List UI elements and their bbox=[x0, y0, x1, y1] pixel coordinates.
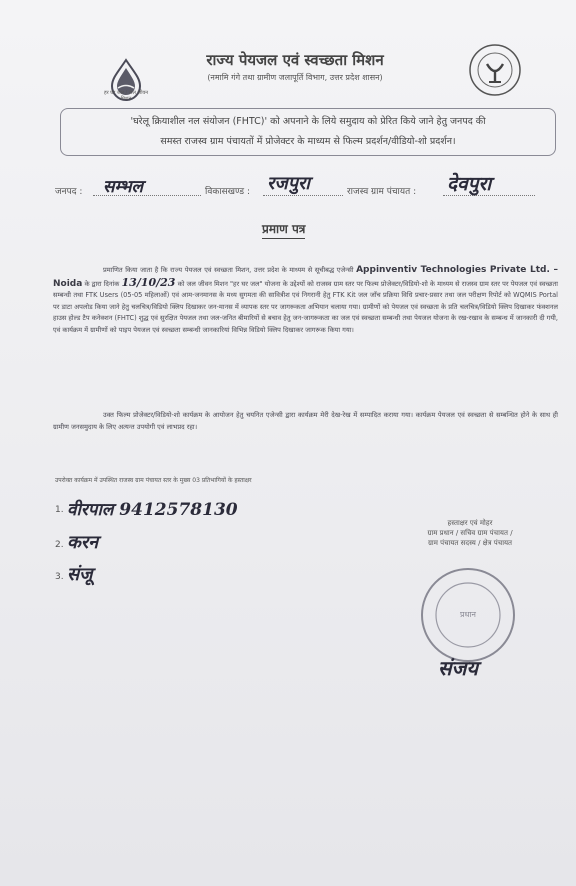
block-dotline bbox=[263, 195, 343, 196]
location-row bbox=[55, 173, 535, 200]
caption-line-1: हस्ताक्षर एवं मोहर bbox=[447, 519, 493, 527]
signatory-3 bbox=[55, 564, 93, 585]
signatories-intro: उपरोक्त कार्यक्रम में उपस्थित राजस्व ग्राम पंचायत स्तर के मुख्य 03 प्रतिभागियों के हस्ताक्षर bbox=[55, 477, 252, 484]
page-subtitle: (नमामि गंगे तथा ग्रामीण जलापूर्ति विभाग, उत्तर प्रदेश शासन) bbox=[207, 73, 383, 82]
village-label: राजस्व ग्राम पंचायत : bbox=[347, 187, 417, 197]
signatory-1 bbox=[55, 500, 238, 520]
para1-body: को जल जीवन मिशन "हर घर जल" योजना के उद्देश्यों को राजस्व ग्राम स्तर पर फिल्म प्रोजेक्टर/विडियो-शो के माध्यम से राजस्व ग्राम स्तर पर पेयजल एवं स्वच्छता सम्बन्धी तथा FTK Users (05-05 महिलाओं) एवं आम-जनमानस के मध्य सुगमता की सावित्रीश एवं निगरानी हेतु FTK Kit जल जाँच प्रक्रिया विधि प्रचार-प्रसार तथा जल परीक्षण रिपोर्ट को WQMIS Portal पर डाटा अपलोड किया जाने हेतु चलचित्र/विडियो क्लिप दिखाकर जन-मानस में व्यापक स्तर पर जागरूकता अभियान चलाया गया। ग्रामीणों को पेयजल एवं स्वच्छता के प्रति चलचित्र/विडियो क्लिप दिखाकर फंक्शनल हाउस होल्ड टैप कनेक्शन (FHTC) शुद्ध एवं सुरक्षित पेयजल तथा जल-जनित बीमारियों से बचाव हेतु जन-जागरूकता का जल एवं स्वच्छता सम्बन्धी तथा पेयजल योजना के रख-रखाव के सम्बन्ध में जानकारी दी गयी, एवं कार्यक्रम में ग्रामीणों को पाइप पेयजल एवं स्वच्छता सम्बन्धी जानकारियां विभिन्न विडियो क्लिप दिखाकर जागरूक किया गया। bbox=[53, 279, 558, 334]
district-label: जनपद : bbox=[55, 187, 83, 197]
signatory-number: 3. bbox=[55, 572, 64, 582]
signatory-number: 2. bbox=[55, 540, 64, 550]
district-value: सम्भल bbox=[103, 177, 144, 197]
pradhan-signature: संजय bbox=[438, 656, 478, 680]
logo-caption: हर घर जल / जल जीवन मिशन bbox=[103, 90, 149, 102]
signatory-signature: वीरपाल 9412578130 bbox=[67, 500, 238, 520]
pradhan-stamp-icon bbox=[418, 565, 518, 665]
para1-intro: प्रमाणित किया जाता है कि राज्य पेयजल एवं स्वच्छता मिशन, उत्तर प्रदेश के माध्यम से सूचीबद्ध एजेन्सी bbox=[103, 266, 354, 274]
caption-line-2: ग्राम प्रधान / सचिव ग्राम पंचायत / bbox=[427, 529, 513, 537]
block-label: विकासखण्ड : bbox=[205, 187, 251, 197]
signatory-signature: संजू bbox=[67, 564, 93, 585]
signatory-2 bbox=[55, 532, 99, 553]
notice-line-1: 'घरेलू क्रियाशील नल संयोजन (FHTC)' को अपनाने के लिये समुदाय को प्रेरित किये जाने हेतु जनपद की bbox=[130, 116, 486, 127]
para2-body: उक्त फिल्म प्रोजेक्टर/विडियो-शो कार्यक्रम के आयोजन हेतु चयनित एजेन्सी द्वारा कार्यक्रम मेरी देख-रेख में सम्पादित कराया गया। कार्यक्रम पेयजल एवं स्वच्छता से सम्बन्धित होने के साथ ही ग्रामीण जनसमुदाय के लिए अत्यन्त उपयोगी एवं लाभप्रद रहा। bbox=[53, 411, 558, 431]
village-value: देवपुरा bbox=[447, 173, 492, 195]
program-date: 13/10/23 bbox=[121, 275, 176, 289]
certificate-paragraph-2 bbox=[53, 410, 558, 433]
caption-line-3: ग्राम पंचायत सदस्य / क्षेत्र पंचायत bbox=[427, 539, 513, 547]
mission-seal-icon bbox=[467, 42, 523, 98]
official-signature-caption bbox=[395, 518, 545, 548]
para1-date-label: के द्वारा दिनांक bbox=[84, 279, 120, 288]
block-value: रजपुरा bbox=[267, 173, 310, 194]
certificate-paragraph-1 bbox=[53, 265, 558, 337]
notice-line-2: समस्त राजस्व ग्राम पंचायतों में प्रोजेक्टर के माध्यम से फिल्म प्रदर्शन/वीडियो-शो प्रदर्शन। bbox=[160, 136, 456, 147]
signatory-signature: करन bbox=[67, 532, 99, 553]
certificate-title: प्रमाण पत्र bbox=[262, 220, 305, 239]
agency-name: Appinventiv Technologies Private Ltd. – Noida bbox=[53, 265, 558, 289]
stamp-text: प्रधान bbox=[460, 610, 476, 619]
notice-box bbox=[60, 108, 556, 156]
page-title: राज्य पेयजल एवं स्वच्छता मिशन bbox=[206, 51, 384, 69]
signatory-number: 1. bbox=[55, 505, 64, 515]
